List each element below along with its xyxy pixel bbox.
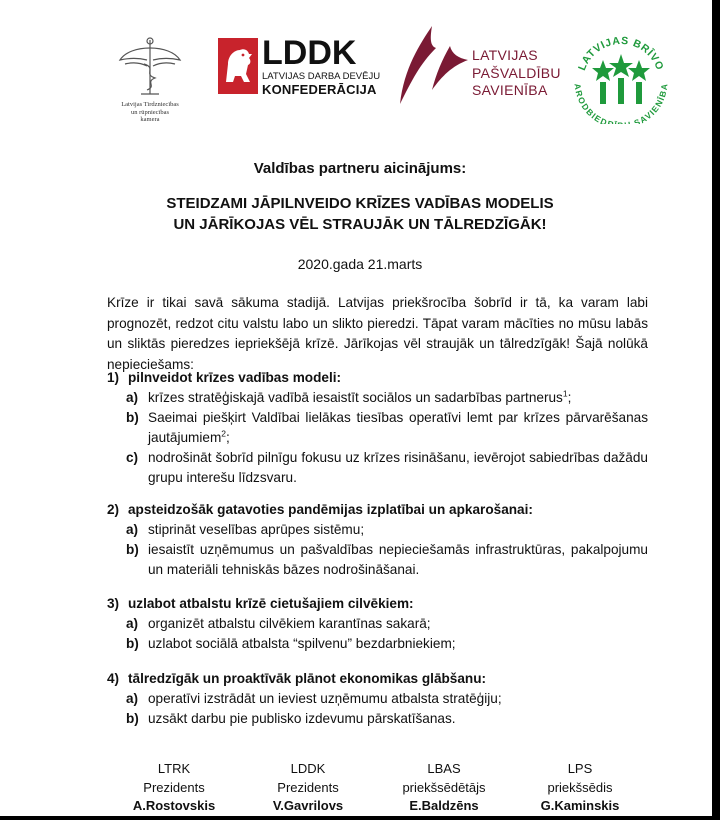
signatory-name: E.Baldzēns bbox=[409, 798, 479, 813]
list-item bbox=[126, 448, 648, 488]
signatory-lps bbox=[510, 760, 650, 816]
section-heading-text: tālredzīgāk un proaktīvāk plānot ekonomikas glābšanu: bbox=[128, 671, 487, 686]
lps-name-line: PAŠVALDĪBU bbox=[472, 64, 561, 81]
lddk-subtitle-bold: KONFEDERĀCIJA bbox=[262, 82, 377, 97]
item-text: iesaistīt uzņēmumus un pašvaldības nepieciešamās infrastruktūras, pakalpojumu un materiāli tehniskās bāzes nodrošināšanai. bbox=[148, 542, 648, 577]
document-date: 2020.gada 21.marts bbox=[297, 256, 423, 272]
item-tail: ; bbox=[567, 390, 572, 405]
signatory-name: G.Kaminskis bbox=[540, 798, 620, 813]
section-heading-text: pilnveidot krīzes vadības modeli: bbox=[128, 370, 342, 385]
page-edge-bottom bbox=[0, 816, 720, 820]
item-letter: a) bbox=[126, 390, 139, 405]
list-item bbox=[126, 388, 648, 408]
signatory-lbas bbox=[374, 760, 514, 816]
signatory-role: priekšsēdētājs bbox=[402, 779, 486, 795]
signatory-org: LTRK bbox=[157, 761, 191, 776]
item-letter: b) bbox=[126, 542, 139, 557]
page-edge-right bbox=[712, 0, 720, 820]
item-letter: a) bbox=[126, 691, 139, 706]
section-4 bbox=[107, 669, 648, 729]
footnote-ref: 2 bbox=[221, 428, 227, 439]
section-number: 4) bbox=[107, 671, 120, 686]
lps-logo bbox=[398, 24, 561, 110]
lps-name-line: SAVIENĪBA bbox=[472, 82, 548, 98]
item-text: krīzes stratēģiskajā vadībā iesaistīt sociālos un sadarbības partnerus bbox=[148, 390, 563, 405]
item-text: nodrošināt šobrīd pilnīgu fokusu uz krīzes risināšanu, ievērojot sabiedrības dažādu grupu interešu līdzsvaru. bbox=[148, 450, 648, 485]
lddk-subtitle-line: LATVIJAS DARBA DEVĒJU bbox=[262, 71, 381, 82]
lbas-logo bbox=[567, 36, 675, 124]
lbas-arc-bottom: ARODBIED SAVIENĪBA bbox=[572, 82, 670, 124]
item-letter: a) bbox=[126, 616, 139, 631]
section-heading bbox=[107, 368, 648, 388]
item-text: uzsākt darbu pie publisko izdevumu pārskatīšanas. bbox=[148, 711, 456, 726]
item-letter: c) bbox=[126, 450, 139, 465]
title-line: STEIDZAMI JĀPILNVEIDO KRĪZES VADĪBAS MODELIS bbox=[166, 195, 554, 212]
signatory-name: A.Rostovskis bbox=[132, 798, 216, 813]
lddk-wordmark: LDDK bbox=[262, 34, 357, 72]
item-text: operatīvi izstrādāt un ieviest uzņēmumu atbalsta stratēģiju; bbox=[148, 691, 502, 706]
section-number: 1) bbox=[107, 370, 120, 385]
list-item bbox=[126, 634, 648, 654]
lddk-logo bbox=[218, 34, 381, 98]
item-text: Saeimai piešķirt Valdībai lielākas tiesības operatīvi lemt par krīzes pārvarēšanas jautājumiem bbox=[148, 410, 648, 445]
section-heading-text: uzlabot atbalstu krīzē cietušajiem cilvēkiem: bbox=[128, 596, 414, 611]
section-2 bbox=[107, 500, 648, 580]
item-text: stiprināt veselības aprūpes sistēmu; bbox=[148, 522, 365, 537]
signatory-name: V.Gavrilovs bbox=[272, 798, 344, 813]
lion-icon bbox=[218, 38, 258, 94]
title-line: UN JĀRĪKOJAS VĒL STRAUJĀK UN TĀLREDZĪGĀK! bbox=[173, 216, 547, 233]
signatory-org: LBAS bbox=[427, 761, 461, 776]
section-heading bbox=[107, 669, 648, 689]
signatory-org: LPS bbox=[567, 761, 593, 776]
ltrk-emblem-icon bbox=[117, 34, 183, 100]
lps-ribbon-icon bbox=[398, 24, 470, 110]
item-text: uzlabot sociālā atbalsta “spilvenu” bezdarbniekiem; bbox=[148, 636, 456, 651]
section-heading-text: apsteidzošāk gatavoties pandēmijas izplatībai un apkarošanai: bbox=[128, 502, 533, 517]
section-heading bbox=[107, 594, 648, 614]
ltrk-caption-line: kamera bbox=[140, 116, 160, 123]
section-number: 3) bbox=[107, 596, 120, 611]
item-letter: b) bbox=[126, 711, 139, 726]
appeal-intro: Valdības partneru aicinājums: bbox=[253, 160, 467, 177]
lddk-lion-mark bbox=[218, 38, 258, 94]
list-item bbox=[126, 614, 648, 634]
list-item bbox=[126, 520, 648, 540]
intro-paragraph: Krīze ir tikai savā sākuma stadijā. Latvijas priekšrocība šobrīd ir tā, ka varam labi prognozēt, redzot citu valstu labo un slikto pieredzi. Tāpat varam mācīties no mūsu labās un sliktās pieredzes iepriekšējā krīzē. Jārīkojas vēl straujāk un tālredzīgāk! Šajā nolūkā nepieciešams: bbox=[107, 295, 648, 372]
section-number: 2) bbox=[107, 502, 120, 517]
list-item bbox=[126, 709, 648, 729]
item-letter: b) bbox=[126, 410, 139, 425]
ltrk-caption-line: un rūpniecības bbox=[130, 108, 170, 116]
footnote-ref: 1 bbox=[562, 388, 568, 399]
appeal-title bbox=[0, 193, 720, 235]
signatory-lddk bbox=[238, 760, 378, 816]
lbas-arc-top: LATVIJAS BRĪVO bbox=[576, 36, 666, 73]
lbas-emblem-icon bbox=[567, 36, 675, 124]
item-letter: a) bbox=[126, 522, 139, 537]
section-1 bbox=[107, 368, 648, 488]
list-item bbox=[126, 408, 648, 448]
section-heading bbox=[107, 500, 648, 520]
list-item bbox=[126, 689, 648, 709]
item-tail: ; bbox=[226, 430, 230, 445]
signatory-role: Prezidents bbox=[143, 779, 205, 795]
ltrk-logo bbox=[114, 34, 186, 129]
lps-name-line: LATVIJAS bbox=[472, 47, 538, 63]
list-item bbox=[126, 540, 648, 580]
signatory-role: Prezidents bbox=[277, 779, 339, 795]
signatory-role: priekšsēdis bbox=[547, 779, 613, 795]
item-text: organizēt atbalstu cilvēkiem karantīnas sakarā; bbox=[148, 616, 431, 631]
signatory-org: LDDK bbox=[290, 761, 326, 776]
item-letter: b) bbox=[126, 636, 139, 651]
signatory-ltrk bbox=[104, 760, 244, 816]
section-3 bbox=[107, 594, 648, 654]
ltrk-caption-line: Latvijas Tirdzniecības bbox=[121, 101, 179, 108]
